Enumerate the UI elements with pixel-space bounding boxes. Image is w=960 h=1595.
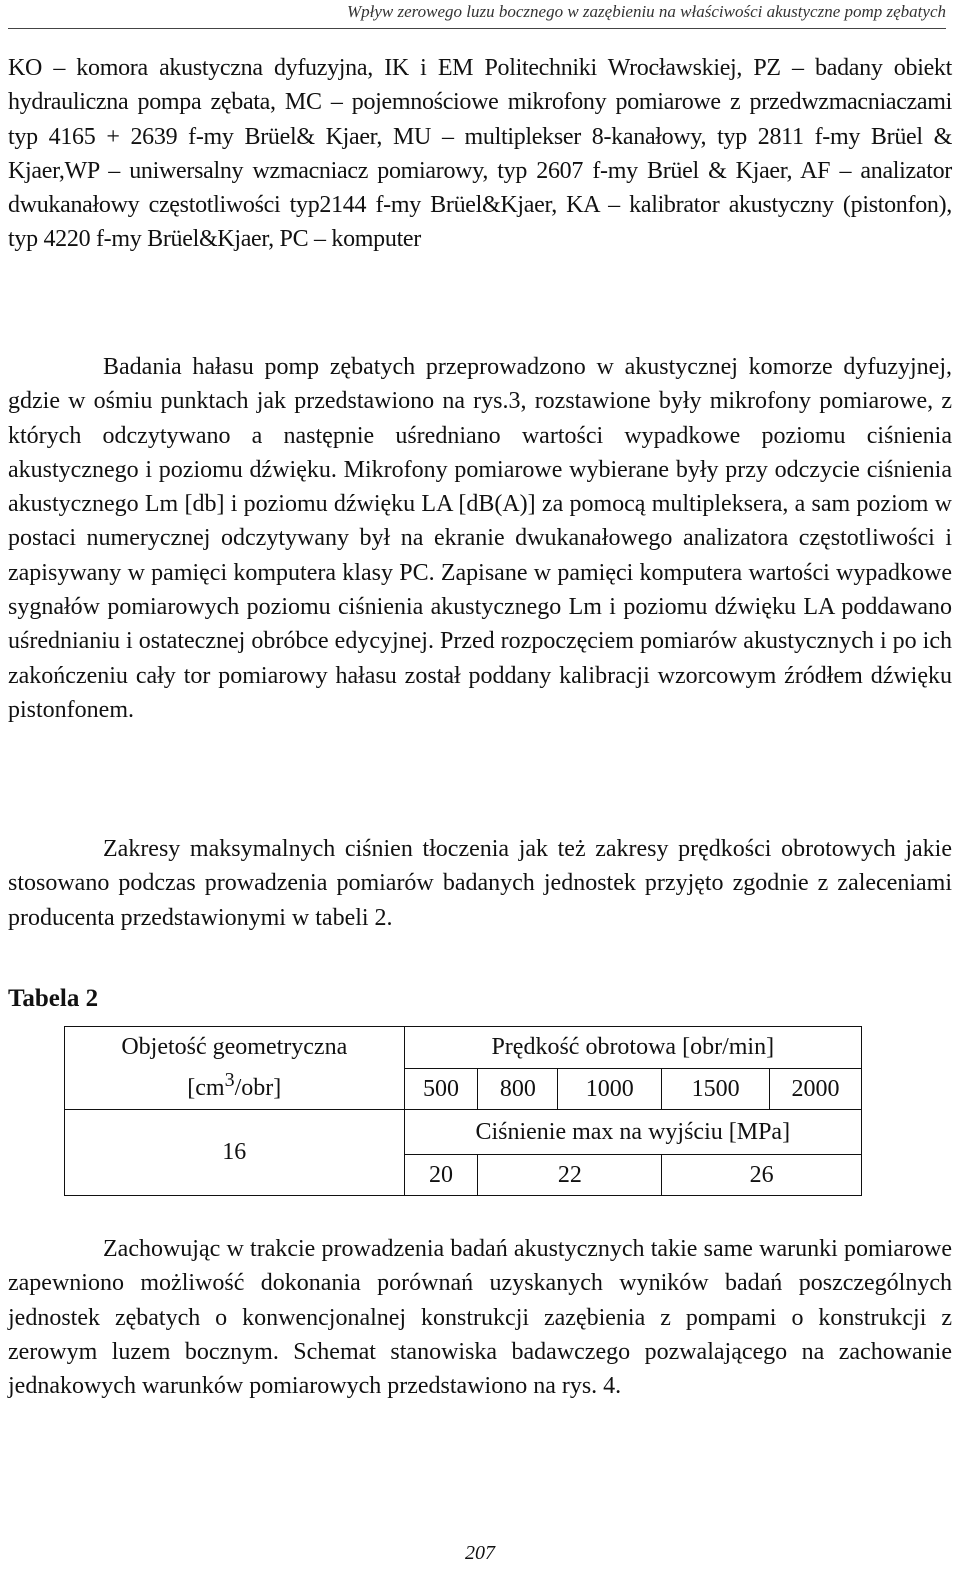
pressure-header: Ciśnienie max na wyjściu [MPa] bbox=[404, 1110, 861, 1155]
speed-value: 1000 bbox=[558, 1069, 662, 1110]
volume-unit-tail: /obr] bbox=[234, 1075, 282, 1101]
speed-value: 1500 bbox=[662, 1069, 770, 1110]
volume-header: Objetość geometryczna bbox=[121, 1034, 348, 1060]
speed-value: 500 bbox=[404, 1069, 478, 1110]
table-title: Tabela 2 bbox=[8, 985, 99, 1012]
volume-value: 16 bbox=[65, 1110, 405, 1196]
paragraph-pressure-ranges: Zakresy maksymalnych ciśnien tłoczenia jak też zakresy prędkości obrotowych jakie stosowano podczas prowadzenia pomiarów badanych jednostek przyjęto zgodnie z zaleceniami producenta przedstawionymi w tabeli 2. bbox=[8, 836, 952, 931]
speed-value: 2000 bbox=[770, 1069, 862, 1110]
page-number: 207 bbox=[465, 1542, 495, 1564]
volume-header-cell bbox=[65, 1027, 405, 1110]
figure-legend-text: KO – komora akustyczna dyfuzyjna, IK i EM Politechniki Wrocławskiej, PZ – badany obiekt hydrauliczna pompa zębata, MC – pojemnościowe mikrofony pomiarowe z przedwzmacniaczami typ 4165 + 2639 f-my Brüel& Kjaer, MU – multiplekser 8-kanałowy, typ 2811 f-my Brüel & Kjaer,WP – uniwersalny wzmacniacz pomiarowy, typ 2607 f-my Brüel & Kjaer, AF – analizator dwukanałowy częstotliwości typ2144 f-my Brüel&Kjaer, KA – kalibrator akustyczny (pistonfon), typ 4220 f-my Brüel&Kjaer, PC – komputer bbox=[8, 55, 952, 253]
speed-header: Prędkość obrotowa [obr/min] bbox=[404, 1027, 861, 1069]
paragraph-noise-measurement: Badania hałasu pomp zębatych przeprowadzono w akustycznej komorze dyfuzyjnej, gdzie w ośmiu punktach jak przedstawiono na rys.3, rozstawione były mikrofony pomiarowe, z których odczytywano a następnie uśredniano wartości wypadkowe poziomu ciśnienia akustycznego i poziomu dźwięku. Mikrofony pomiarowe wybierane były przy odczycie ciśnienia akustycznego Lm [db] i poziomu dźwięku LA [dB(A)] za pomocą multipleksera, a sam poziom w postaci numerycznej odczytywany był na ekranie dwukanałowego analizatora częstotliwości i zapisywany w pamięci komputera klasy PC. Zapisane w pamięci komputera wartości wypadkowe sygnałów pomiarowych poziomu ciśnienia akustycznego Lm i poziomu dźwięku LA poddawano uśrednianiu i ostatecznej obróbce edycyjnej. Przed rozpoczęciem pomiarów akustycznych i po ich zakończeniu cały tor pomiarowy hałasu został poddany kalibracji wzorcowym źródłem dźwięku pistonfonem. bbox=[8, 354, 952, 723]
table-row bbox=[65, 1110, 862, 1155]
volume-unit-base: [cm bbox=[187, 1075, 225, 1101]
paragraph-comparison: Zachowując w trakcie prowadzenia badań akustycznych takie same warunki pomiarowe zapewniono możliwość dokonania porównań uzyskanych wyników badań poszczególnych jednostek zębatych o konwencjonalnej konstrukcji zazębienia z pompami o konstrukcji z zerowym luzem bocznym. Schemat stanowiska badawczego pozwalającego na zachowanie jednakowych warunków pomiarowych przedstawiono na rys. 4. bbox=[8, 1236, 952, 1400]
header-rule bbox=[8, 28, 946, 29]
volume-unit bbox=[65, 1069, 404, 1102]
volume-unit-exponent: 3 bbox=[224, 1069, 235, 1091]
pressure-value: 22 bbox=[478, 1155, 662, 1196]
pressure-value: 26 bbox=[662, 1155, 862, 1196]
running-header: Wpływ zerowego luzu bocznego w zazębieniu na właściwości akustyczne pomp zębatych bbox=[346, 2, 946, 21]
pressure-value: 20 bbox=[404, 1155, 478, 1196]
table-row bbox=[65, 1027, 862, 1069]
parameters-table bbox=[64, 1026, 862, 1196]
speed-value: 800 bbox=[478, 1069, 558, 1110]
